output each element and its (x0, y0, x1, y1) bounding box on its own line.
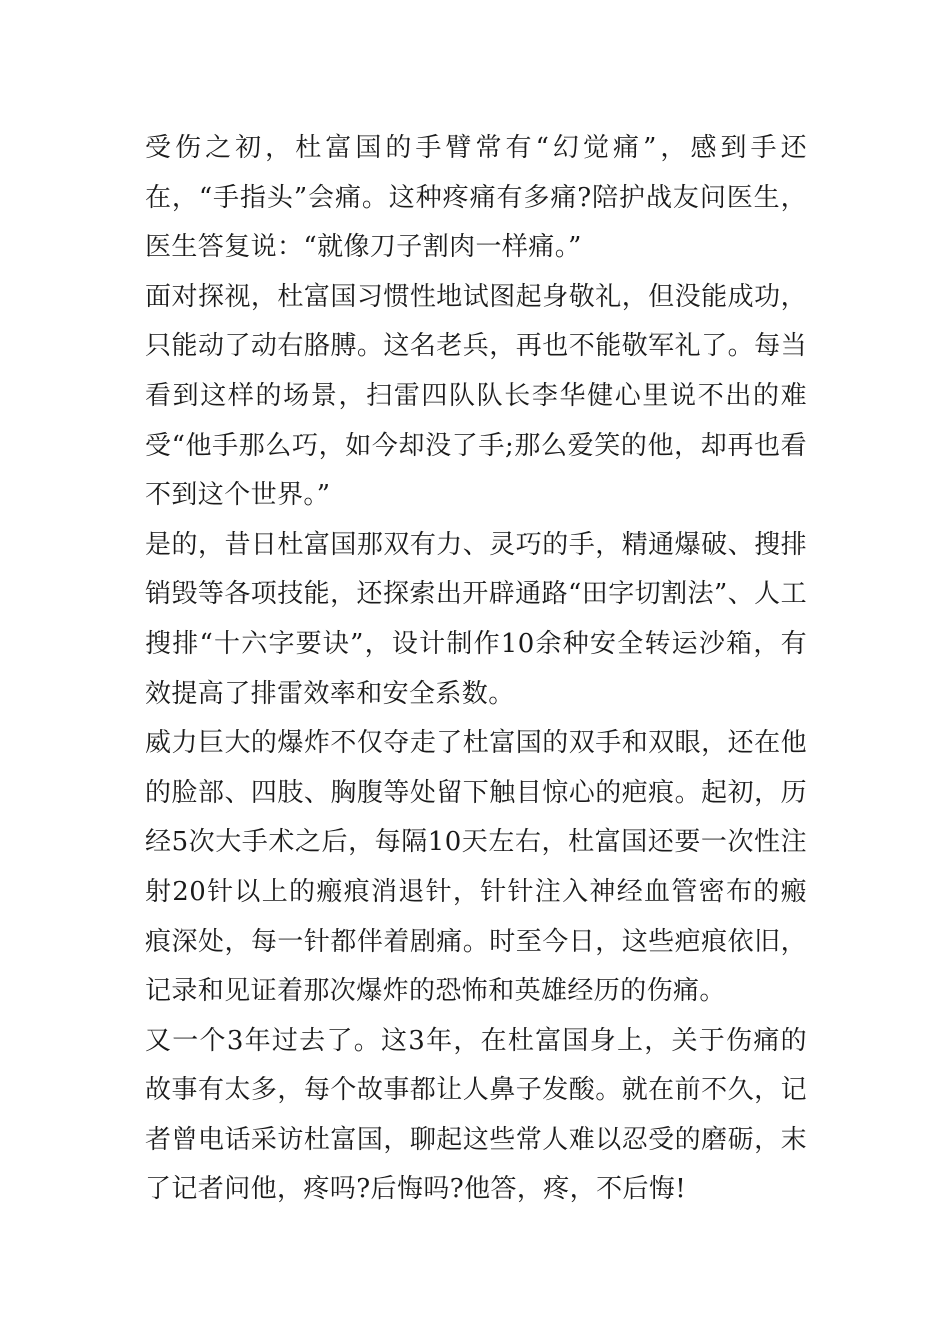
document-body (145, 124, 807, 1215)
paragraph-skills: 是的，昔日杜富国那双有力、灵巧的手，精通爆破、搜排销毁等各项技能，还探索出开辟通路“田字切割法”、人工搜排“十六字要诀”，设计制作10余种安全转运沙箱，有效提高了排雷效率和安全系数。 (145, 529, 807, 709)
paragraph-phantom-pain: 受伤之初，杜富国的手臂常有“幻觉痛”，感到手还在，“手指头”会痛。这种疼痛有多痛?陪护战友问医生，医生答复说：“就像刀子割肉一样痛。” (145, 133, 807, 263)
paragraph-three-years: 又一个3年过去了。这3年，在杜富国身上，关于伤痛的故事有太多，每个故事都让人鼻子发酸。就在前不久，记者曾电话采访杜富国，聊起这些常人难以忍受的磨砺，末了记者问他，疼吗?后悔吗?他答，疼，不后悔! (145, 1025, 807, 1205)
paragraph-scars: 威力巨大的爆炸不仅夺走了杜富国的双手和双眼，还在他的脸部、四肢、胸腹等处留下触目惊心的疤痕。起初，历经5次大手术之后，每隔10天左右，杜富国还要一次性注射20针以上的瘢痕消退针，针针注入神经血管密布的瘢痕深处，每一针都伴着剧痛。时至今日，这些疤痕依旧，记录和见证着那次爆炸的恐怖和英雄经历的伤痛。 (145, 728, 807, 1007)
paragraph-salute: 面对探视，杜富国习惯性地试图起身敬礼，但没能成功，只能动了动右胳膊。这名老兵，再也不能敬军礼了。每当看到这样的场景，扫雷四队队长李华健心里说不出的难受“他手那么巧，如今却没了手;那么爱笑的他，却再也看不到这个世界。” (145, 281, 807, 511)
